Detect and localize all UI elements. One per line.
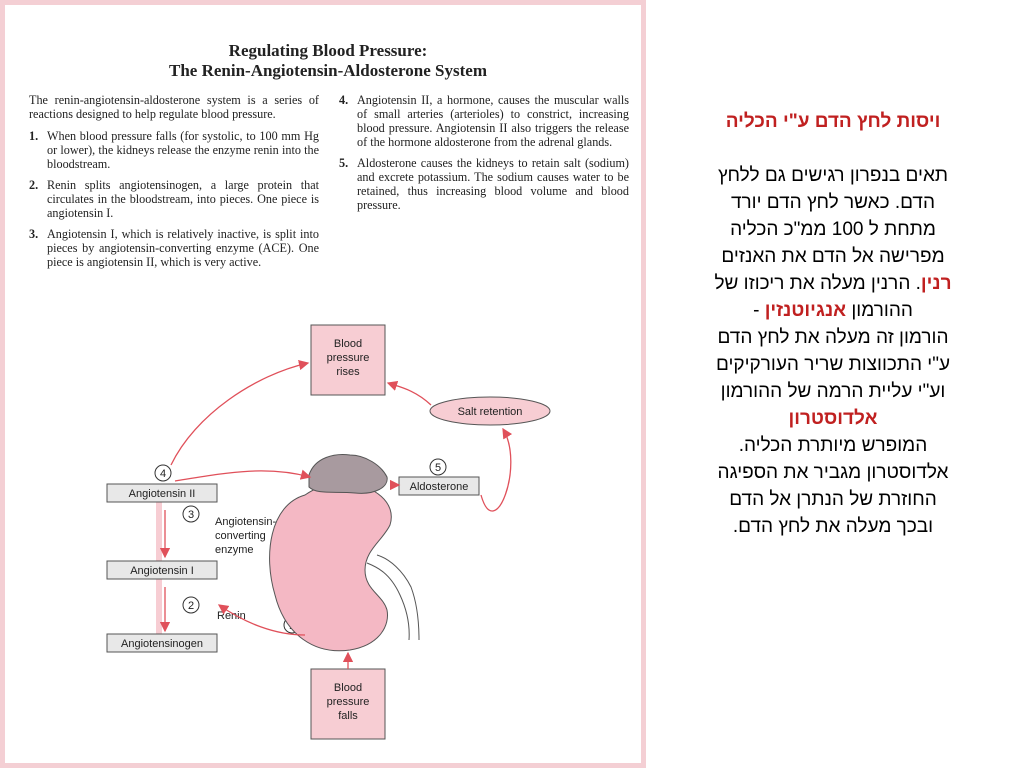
step-text: Angiotensin II, a hormone, causes the muscular walls of small arteries (arterioles) to constrict, increasing blood pressure. Angiotensin II also triggers the release of the hormone aldosterone from the adrenal glands. xyxy=(357,93,629,149)
hebrew-line-14: ובכך מעלה את לחץ הדם. xyxy=(732,516,934,537)
ace-line2: converting xyxy=(215,530,266,542)
step-number: 1. xyxy=(29,129,39,143)
figure-step-4 xyxy=(339,93,629,149)
arrow-salt-to-bp-rises xyxy=(388,383,431,405)
arrow-adrenal-to-aldosterone xyxy=(391,483,399,485)
hebrew-line-1: תאים בנפרון רגישים גם ללחץ xyxy=(717,165,949,186)
hebrew-line-5-rest: . הרנין מעלה את ריכוזו של xyxy=(714,273,921,294)
figure-text-right-column xyxy=(339,93,629,219)
angiotensinogen-label: Angiotensinogen xyxy=(121,638,203,650)
arrow-angiotensin-ii-to-bp-rises xyxy=(171,363,308,465)
step-number: 5. xyxy=(339,156,349,170)
figure-step-1 xyxy=(29,129,319,171)
aldosterone-box xyxy=(399,477,479,495)
step-number: 3. xyxy=(29,227,39,241)
figure-step-2 xyxy=(29,178,319,220)
ace-line3: enzyme xyxy=(215,544,254,556)
circle-2 xyxy=(183,597,199,613)
aldosterone-label: Aldosterone xyxy=(409,481,469,493)
bp-falls-box xyxy=(311,669,385,739)
figure-title-line2: The Renin-Angiotensin-Aldosterone System xyxy=(169,61,487,80)
salt-retention-node xyxy=(430,397,550,425)
svg-text:5: 5 xyxy=(434,462,442,474)
raas-diagram xyxy=(5,305,651,767)
adrenal-gland xyxy=(309,455,387,494)
hebrew-line-9: וע"י עליית הרמה של ההורמון xyxy=(720,381,946,402)
hebrew-line-3: מתחת ל 100 ממ"כ הכליה xyxy=(730,219,936,240)
figure-text-left-column xyxy=(29,93,319,276)
hebrew-explanation xyxy=(668,108,998,540)
figure-step-5 xyxy=(339,156,629,212)
hebrew-line-4: מפרישה אל הדם את האנזים xyxy=(721,246,945,267)
bp-falls-line3: falls xyxy=(338,710,358,722)
hebrew-line-5 xyxy=(668,270,998,297)
step-number: 4. xyxy=(339,93,349,107)
circle-5 xyxy=(430,459,446,475)
step-text: Aldosterone causes the kidneys to retain salt (sodium) and excrete potassium. The sodium causes water to be retained, thus increasing blood volume and blood pressure. xyxy=(357,156,629,212)
hebrew-line-10 xyxy=(668,405,998,432)
renin-term: רנין xyxy=(920,273,952,294)
hebrew-line-6-pre: ההורמון xyxy=(846,300,913,321)
hebrew-line-11: המופרש מיותרת הכליה. xyxy=(738,435,928,456)
svg-text:2: 2 xyxy=(187,600,195,612)
circle-3 xyxy=(183,506,199,522)
svg-text:4: 4 xyxy=(159,468,167,480)
figure-step-3 xyxy=(29,227,319,269)
bp-rises-line3: rises xyxy=(336,366,360,378)
angiotensin-term: אנגיוטנזין xyxy=(764,300,847,321)
step-number: 2. xyxy=(29,178,39,192)
hebrew-line-6 xyxy=(668,297,998,324)
aldosterone-term: אלדוסטרון xyxy=(788,408,878,429)
ace-line1: Angiotensin- xyxy=(215,516,277,528)
figure-intro: The renin-angiotensin-aldosterone system is a series of reactions designed to help regulate blood pressure. xyxy=(29,93,319,121)
hebrew-line-7: הורמון זה מעלה את לחץ הדם xyxy=(717,327,949,348)
hebrew-line-2: הדם. כאשר לחץ הדם יורד xyxy=(730,192,936,213)
figure-title-line1: Regulating Blood Pressure: xyxy=(228,41,428,60)
bp-rises-line2: pressure xyxy=(326,352,370,364)
figure-title xyxy=(5,41,651,81)
hebrew-line-12: אלדוסטרון מגביר את הספיגה xyxy=(717,462,949,483)
angiotensin-i-box xyxy=(107,561,217,579)
hebrew-line-8: ע"י התכווצות שריר העורקיקים xyxy=(715,354,951,375)
bp-rises-line1: Blood xyxy=(333,338,363,350)
angiotensin-ii-box xyxy=(107,484,217,502)
bp-falls-line2: pressure xyxy=(326,696,370,708)
bp-rises-box xyxy=(311,325,385,395)
salt-retention-label: Salt retention xyxy=(457,406,523,418)
hebrew-line-13: החוזרת של הנתרן אל הדם xyxy=(729,489,937,510)
renin-label: Renin xyxy=(217,610,246,622)
bp-falls-line1: Blood xyxy=(333,682,363,694)
arrow-angiotensin-ii-to-adrenal xyxy=(175,471,310,481)
angiotensin-ii-label: Angiotensin II xyxy=(128,488,196,500)
svg-text:3: 3 xyxy=(187,509,195,521)
hebrew-title: ויסות לחץ הדם ע"י הכליה xyxy=(725,111,941,132)
step-text: Angiotensin I, which is relatively inactive, is split into pieces by angiotensin-converting enzyme (ACE). One piece is angiotensin II, which is very active. xyxy=(47,227,319,269)
ace-label xyxy=(215,516,276,556)
angiotensin-i-label: Angiotensin I xyxy=(130,565,194,577)
angiotensinogen-box xyxy=(107,634,217,652)
step-text: When blood pressure falls (for systolic, to 100 mm Hg or lower), the kidneys release the enzyme renin into the bloodstream. xyxy=(47,129,319,171)
step-text: Renin splits angiotensinogen, a large protein that circulates in the bloodstream, into pieces. One piece is angiotensin I. xyxy=(47,178,319,220)
hebrew-line-6-post: - xyxy=(753,300,765,321)
arrow-aldosterone-to-salt xyxy=(481,429,511,511)
circle-4 xyxy=(155,465,171,481)
